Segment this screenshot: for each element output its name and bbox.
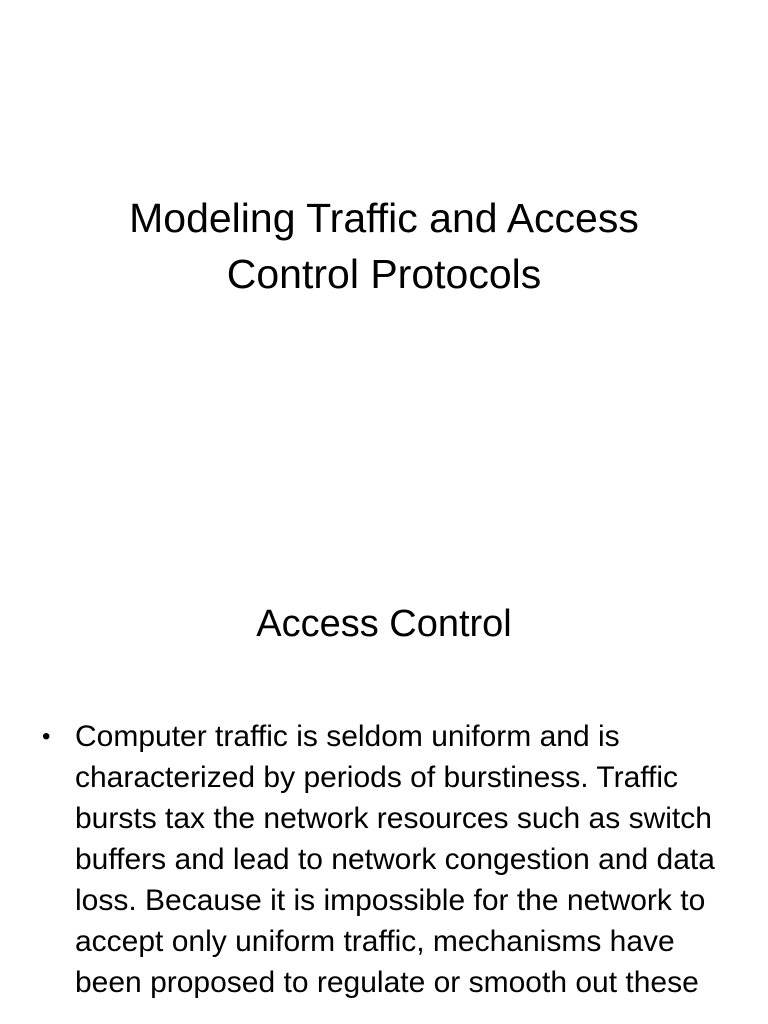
bullet-list xyxy=(42,716,732,1003)
title-line-1: Modeling Traffic and Access xyxy=(129,195,639,241)
title-line-2: Control Protocols xyxy=(226,251,542,297)
bullet-item xyxy=(42,716,732,1003)
slide-title: Access Control xyxy=(256,603,512,645)
content-slide xyxy=(0,576,768,1024)
presentation-title xyxy=(0,190,768,302)
bullet-dot-icon: • xyxy=(42,723,51,750)
bullet-text: Computer traffic is seldom uniform and is characterized by periods of burstiness. Traffic bursts tax the network resources such as switch buffers and lead to network congestion and data loss. Because it is impossible for the network to accept only uniform traffic, mechanisms have been proposed to regulate or smooth out these xyxy=(75,720,715,999)
